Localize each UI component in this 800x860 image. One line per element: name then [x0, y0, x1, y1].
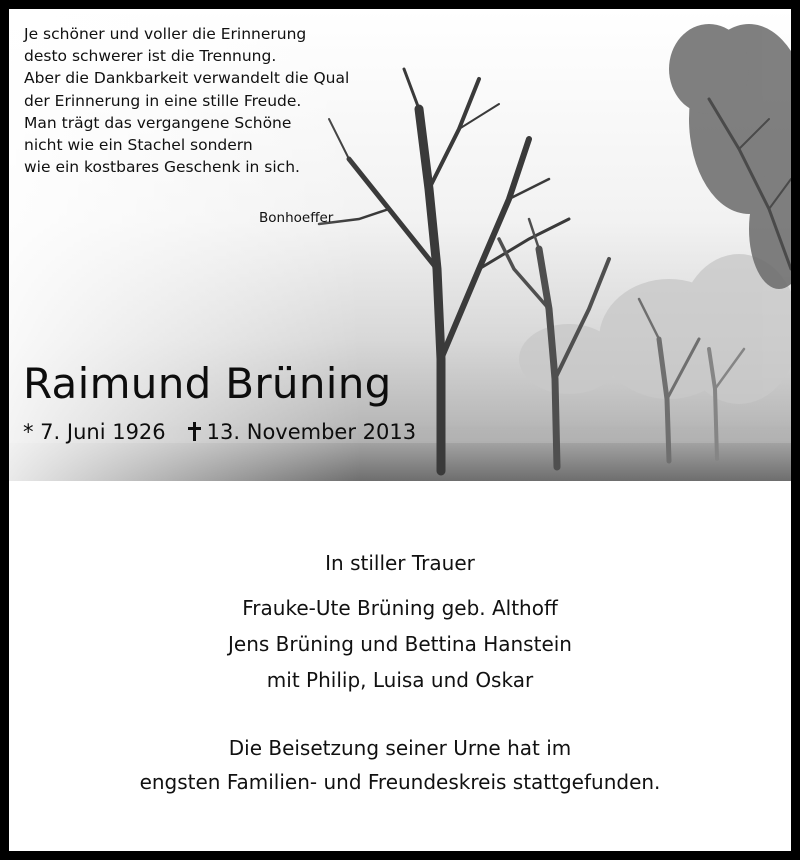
poem-line: Man trägt das vergangene Schöne: [24, 113, 292, 132]
notice-line: Die Beisetzung seiner Urne hat im: [228, 736, 572, 760]
family-member: mit Philip, Luisa und Oskar: [266, 668, 534, 692]
birth-date: * 7. Juni 1926: [23, 420, 166, 444]
family-member: Frauke-Ute Brüning geb. Althoff: [242, 596, 558, 620]
mourning-section: [9, 550, 791, 698]
family-member: Jens Brüning und Bettina Hanstein: [228, 632, 572, 656]
poem-line: Je schöner und voller die Erinnerung: [24, 25, 307, 43]
poem-line: Aber die Dankbarkeit verwandelt die Qual: [24, 69, 350, 88]
deceased-name: Raimund Brüning: [23, 359, 392, 408]
poem-line: desto schwerer ist die Trennung.: [24, 47, 277, 66]
life-dates: [23, 420, 416, 444]
poem-line: nicht wie ein Stachel sondern: [24, 136, 253, 155]
cross-icon: [188, 422, 201, 441]
mourning-intro: In stiller Trauer: [325, 551, 475, 575]
poem-line: wie ein kostbares Geschenk in sich.: [24, 158, 300, 177]
poem-author: Bonhoeffer: [259, 210, 334, 226]
burial-notice: [9, 731, 791, 799]
notice-line: engsten Familien- und Freundeskreis stattgefunden.: [139, 770, 661, 794]
poem-text: [24, 23, 349, 178]
poem-line: der Erinnerung in eine stille Freude.: [24, 91, 302, 110]
death-date: 13. November 2013: [206, 420, 417, 444]
family-list: [9, 590, 791, 698]
obituary-card: [9, 9, 791, 851]
death-date-group: [188, 420, 416, 444]
